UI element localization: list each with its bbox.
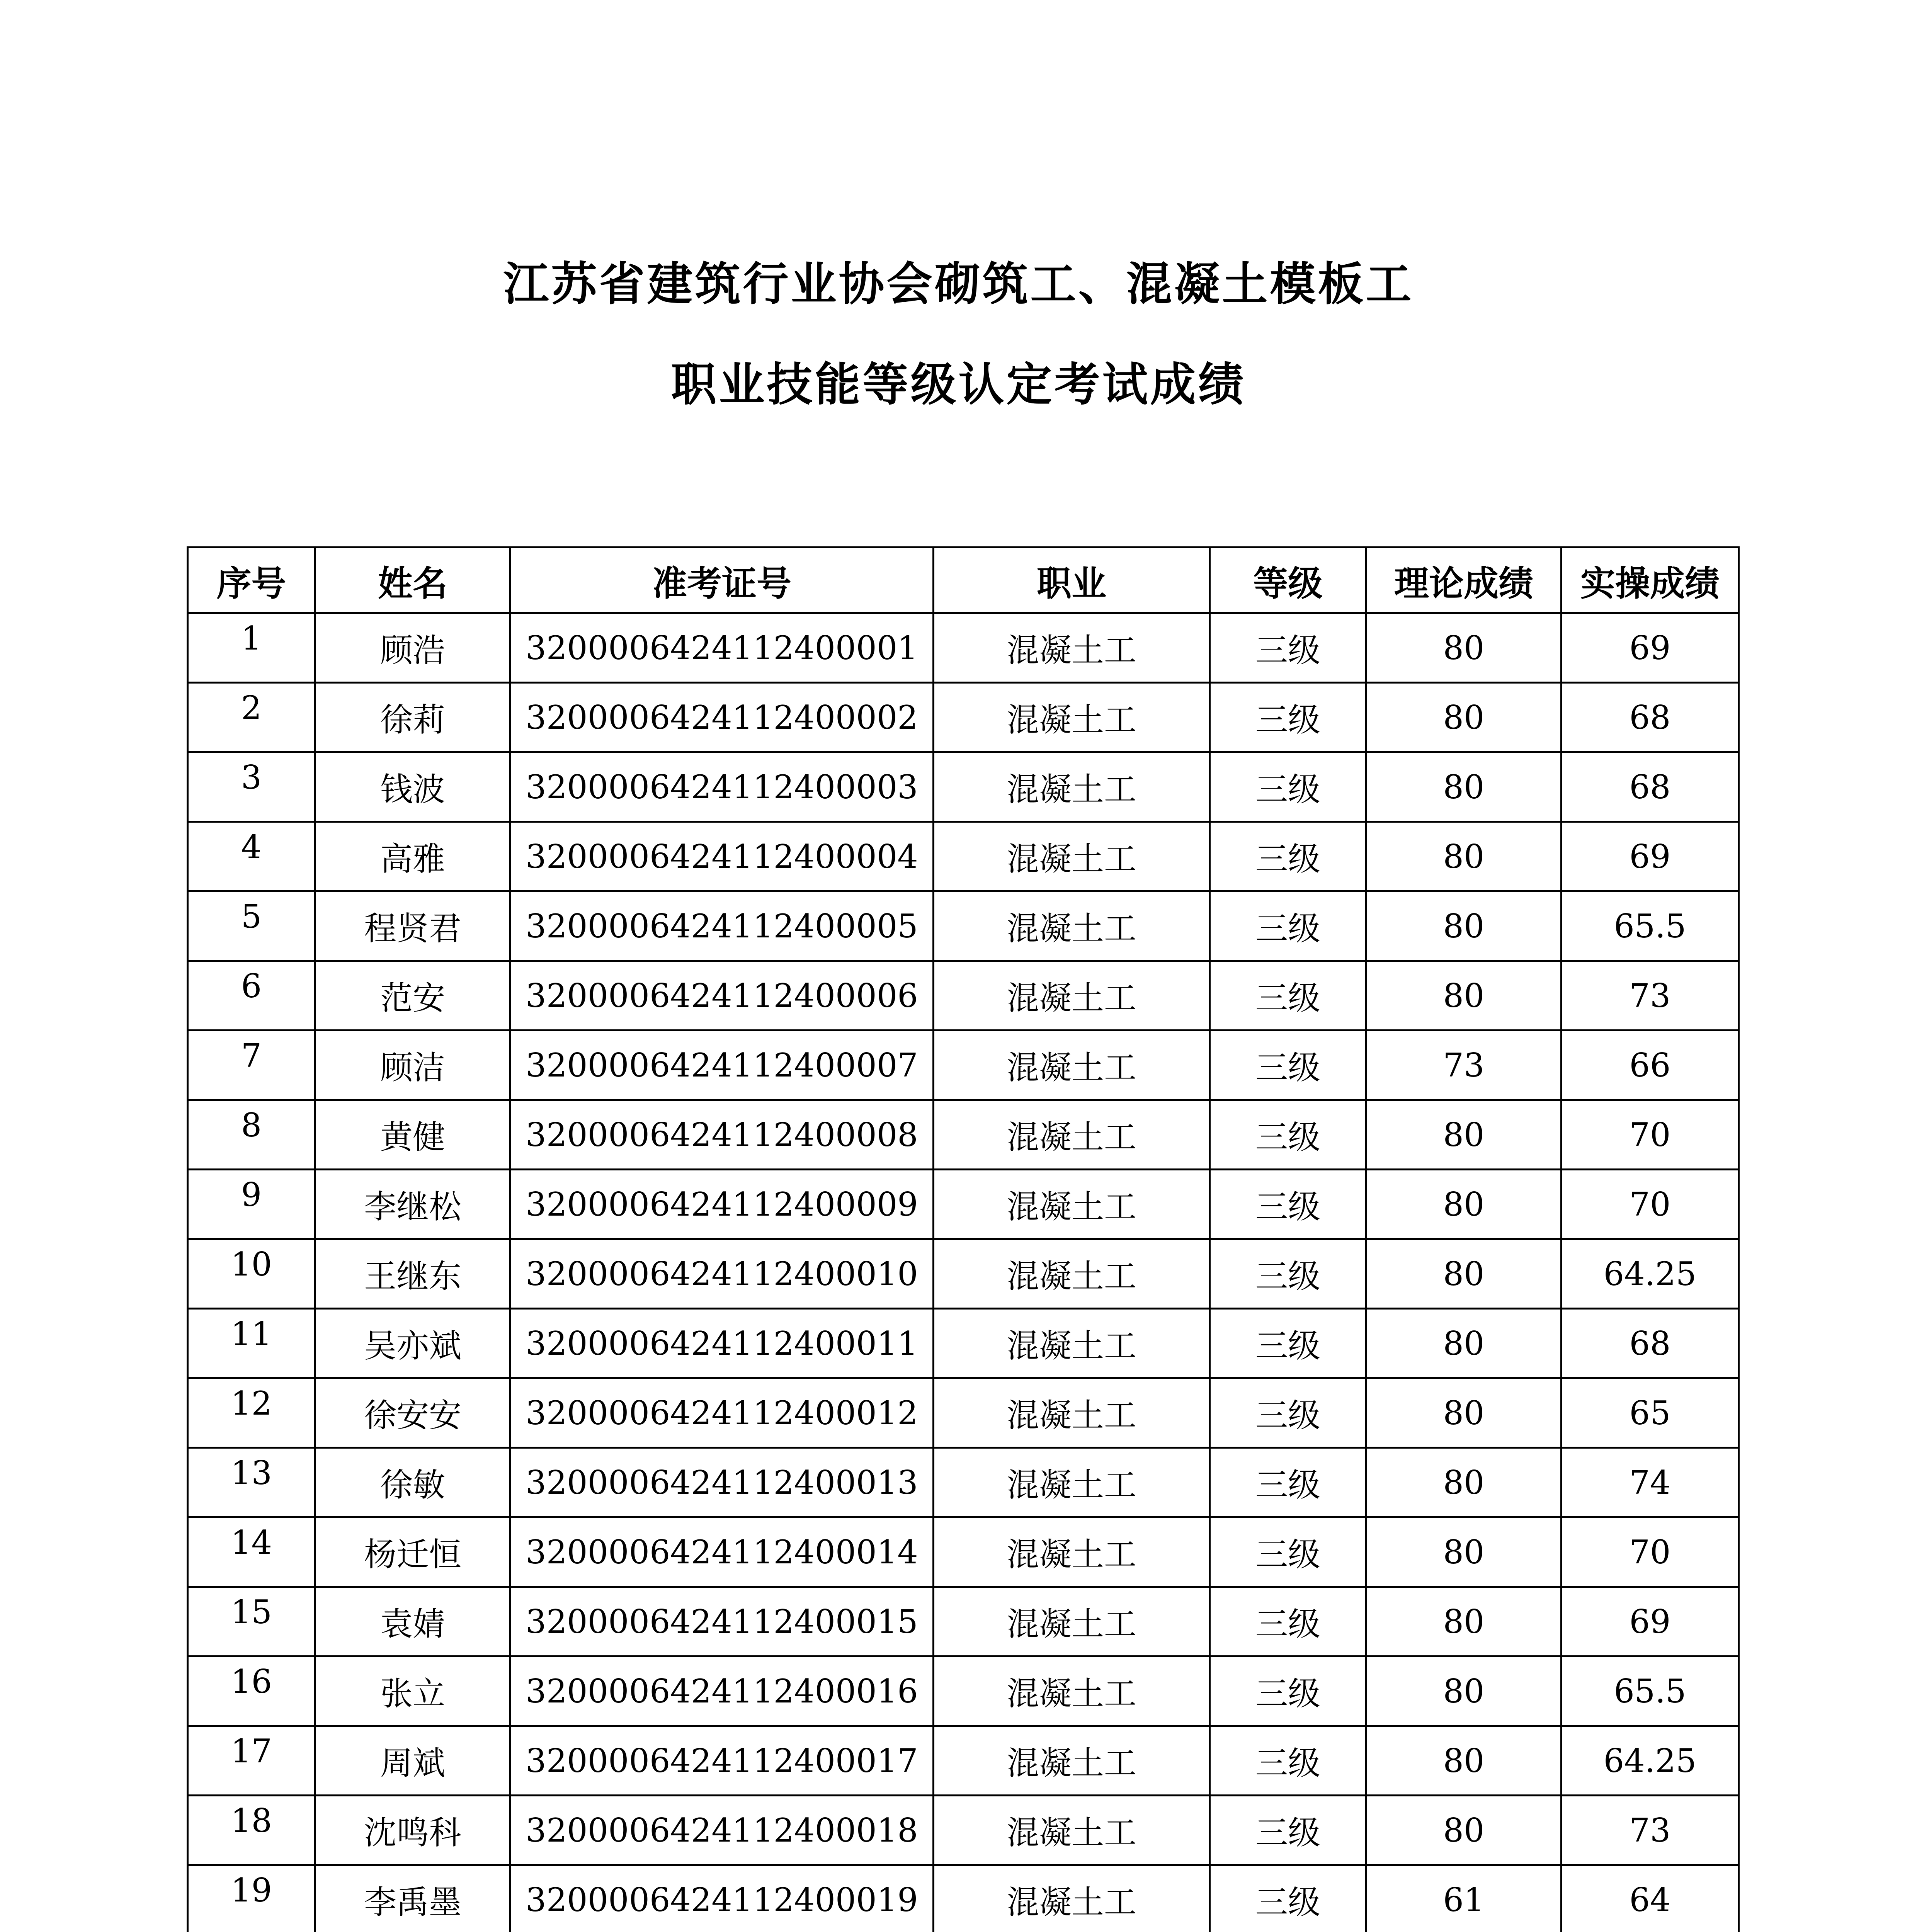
cell-name: 顾浩 <box>315 613 510 683</box>
table-row <box>188 1309 1739 1378</box>
cell-practical-score: 64 <box>1561 1865 1739 1932</box>
cell-name: 李继松 <box>315 1170 510 1239</box>
cell-theory-score: 80 <box>1366 1587 1561 1656</box>
table-row <box>188 891 1739 961</box>
cell-name: 沈鸣科 <box>315 1796 510 1865</box>
cell-practical-score: 68 <box>1561 1309 1739 1378</box>
cell-practical-score: 65 <box>1561 1378 1739 1448</box>
cell-name: 徐安安 <box>315 1378 510 1448</box>
cell-level: 三级 <box>1210 822 1366 891</box>
cell-ticket-number: 3200006424112400014 <box>510 1517 934 1587</box>
table-row <box>188 1100 1739 1170</box>
cell-level: 三级 <box>1210 1309 1366 1378</box>
cell-occupation: 混凝土工 <box>934 1796 1210 1865</box>
cell-ticket-number: 3200006424112400017 <box>510 1726 934 1796</box>
cell-name: 张立 <box>315 1656 510 1726</box>
cell-seq: 9 <box>188 1170 315 1239</box>
cell-occupation: 混凝土工 <box>934 1587 1210 1656</box>
cell-seq: 16 <box>188 1656 315 1726</box>
table-row <box>188 613 1739 683</box>
table-row <box>188 1378 1739 1448</box>
cell-theory-score: 80 <box>1366 1170 1561 1239</box>
cell-level: 三级 <box>1210 961 1366 1031</box>
cell-practical-score: 70 <box>1561 1517 1739 1587</box>
cell-name: 王继东 <box>315 1239 510 1309</box>
table-row <box>188 1239 1739 1309</box>
cell-level: 三级 <box>1210 1587 1366 1656</box>
cell-theory-score: 73 <box>1366 1031 1561 1100</box>
cell-occupation: 混凝土工 <box>934 752 1210 822</box>
cell-level: 三级 <box>1210 1448 1366 1517</box>
cell-level: 三级 <box>1210 1517 1366 1587</box>
cell-occupation: 混凝土工 <box>934 961 1210 1031</box>
cell-practical-score: 64.25 <box>1561 1239 1739 1309</box>
cell-practical-score: 70 <box>1561 1170 1739 1239</box>
cell-ticket-number: 3200006424112400008 <box>510 1100 934 1170</box>
table-row <box>188 1656 1739 1726</box>
header-level: 等级 <box>1210 548 1366 613</box>
cell-practical-score: 70 <box>1561 1100 1739 1170</box>
cell-occupation: 混凝土工 <box>934 1100 1210 1170</box>
cell-practical-score: 65.5 <box>1561 891 1739 961</box>
cell-name: 杨迁恒 <box>315 1517 510 1587</box>
cell-ticket-number: 3200006424112400002 <box>510 683 934 752</box>
cell-name: 黄健 <box>315 1100 510 1170</box>
table-row <box>188 752 1739 822</box>
header-practical-score: 实操成绩 <box>1561 548 1739 613</box>
header-name: 姓名 <box>315 548 510 613</box>
document-subtitle: 职业技能等级认定考试成绩 <box>671 358 1246 411</box>
cell-level: 三级 <box>1210 613 1366 683</box>
cell-level: 三级 <box>1210 1796 1366 1865</box>
cell-level: 三级 <box>1210 1100 1366 1170</box>
table-row <box>188 1517 1739 1587</box>
cell-theory-score: 80 <box>1366 891 1561 961</box>
table-row <box>188 1865 1739 1932</box>
cell-level: 三级 <box>1210 1865 1366 1932</box>
table-row <box>188 1448 1739 1517</box>
cell-occupation: 混凝土工 <box>934 1865 1210 1932</box>
cell-theory-score: 80 <box>1366 961 1561 1031</box>
table-row <box>188 1796 1739 1865</box>
score-table <box>187 546 1740 1932</box>
cell-seq: 11 <box>188 1309 315 1378</box>
cell-theory-score: 80 <box>1366 1448 1561 1517</box>
cell-level: 三级 <box>1210 1031 1366 1100</box>
table-header-row <box>188 548 1739 613</box>
cell-level: 三级 <box>1210 1378 1366 1448</box>
cell-practical-score: 69 <box>1561 1587 1739 1656</box>
cell-occupation: 混凝土工 <box>934 1170 1210 1239</box>
cell-seq: 2 <box>188 683 315 752</box>
cell-practical-score: 64.25 <box>1561 1726 1739 1796</box>
table-row <box>188 1170 1739 1239</box>
cell-name: 吴亦斌 <box>315 1309 510 1378</box>
cell-seq: 8 <box>188 1100 315 1170</box>
cell-theory-score: 61 <box>1366 1865 1561 1932</box>
cell-seq: 7 <box>188 1031 315 1100</box>
cell-practical-score: 66 <box>1561 1031 1739 1100</box>
cell-ticket-number: 3200006424112400015 <box>510 1587 934 1656</box>
cell-name: 程贤君 <box>315 891 510 961</box>
cell-seq: 12 <box>188 1378 315 1448</box>
cell-practical-score: 69 <box>1561 613 1739 683</box>
cell-seq: 18 <box>188 1796 315 1865</box>
cell-occupation: 混凝土工 <box>934 891 1210 961</box>
table-row <box>188 961 1739 1031</box>
cell-theory-score: 80 <box>1366 683 1561 752</box>
cell-name: 徐敏 <box>315 1448 510 1517</box>
cell-occupation: 混凝土工 <box>934 683 1210 752</box>
cell-ticket-number: 3200006424112400001 <box>510 613 934 683</box>
cell-practical-score: 68 <box>1561 683 1739 752</box>
cell-ticket-number: 3200006424112400012 <box>510 1378 934 1448</box>
cell-seq: 3 <box>188 752 315 822</box>
cell-occupation: 混凝土工 <box>934 1239 1210 1309</box>
cell-occupation: 混凝土工 <box>934 1031 1210 1100</box>
cell-ticket-number: 3200006424112400016 <box>510 1656 934 1726</box>
cell-practical-score: 73 <box>1561 961 1739 1031</box>
cell-seq: 10 <box>188 1239 315 1309</box>
cell-occupation: 混凝土工 <box>934 1517 1210 1587</box>
cell-seq: 1 <box>188 613 315 683</box>
cell-ticket-number: 3200006424112400003 <box>510 752 934 822</box>
cell-level: 三级 <box>1210 683 1366 752</box>
document-title: 江苏省建筑行业协会砌筑工、混凝土模板工 <box>503 257 1414 311</box>
cell-theory-score: 80 <box>1366 1309 1561 1378</box>
cell-theory-score: 80 <box>1366 822 1561 891</box>
cell-seq: 4 <box>188 822 315 891</box>
cell-name: 李禹墨 <box>315 1865 510 1932</box>
cell-theory-score: 80 <box>1366 1796 1561 1865</box>
cell-ticket-number: 3200006424112400013 <box>510 1448 934 1517</box>
cell-level: 三级 <box>1210 1239 1366 1309</box>
table-row <box>188 683 1739 752</box>
cell-theory-score: 80 <box>1366 1517 1561 1587</box>
cell-practical-score: 73 <box>1561 1796 1739 1865</box>
cell-practical-score: 69 <box>1561 822 1739 891</box>
header-theory-score: 理论成绩 <box>1366 548 1561 613</box>
cell-occupation: 混凝土工 <box>934 613 1210 683</box>
cell-ticket-number: 3200006424112400018 <box>510 1796 934 1865</box>
table-row <box>188 1587 1739 1656</box>
table-row <box>188 1031 1739 1100</box>
cell-occupation: 混凝土工 <box>934 1378 1210 1448</box>
header-seq: 序号 <box>188 548 315 613</box>
cell-name: 范安 <box>315 961 510 1031</box>
cell-theory-score: 80 <box>1366 1239 1561 1309</box>
cell-practical-score: 74 <box>1561 1448 1739 1517</box>
cell-practical-score: 65.5 <box>1561 1656 1739 1726</box>
table-row <box>188 822 1739 891</box>
header-occupation: 职业 <box>934 548 1210 613</box>
cell-seq: 13 <box>188 1448 315 1517</box>
cell-ticket-number: 3200006424112400007 <box>510 1031 934 1100</box>
cell-seq: 6 <box>188 961 315 1031</box>
cell-level: 三级 <box>1210 1726 1366 1796</box>
cell-level: 三级 <box>1210 752 1366 822</box>
cell-ticket-number: 3200006424112400011 <box>510 1309 934 1378</box>
cell-theory-score: 80 <box>1366 1726 1561 1796</box>
cell-ticket-number: 3200006424112400010 <box>510 1239 934 1309</box>
cell-theory-score: 80 <box>1366 752 1561 822</box>
cell-name: 袁婧 <box>315 1587 510 1656</box>
cell-ticket-number: 3200006424112400019 <box>510 1865 934 1932</box>
cell-ticket-number: 3200006424112400006 <box>510 961 934 1031</box>
cell-seq: 15 <box>188 1587 315 1656</box>
cell-name: 周斌 <box>315 1726 510 1796</box>
cell-ticket-number: 3200006424112400005 <box>510 891 934 961</box>
cell-ticket-number: 3200006424112400009 <box>510 1170 934 1239</box>
cell-theory-score: 80 <box>1366 1656 1561 1726</box>
cell-seq: 19 <box>188 1865 315 1932</box>
cell-name: 钱波 <box>315 752 510 822</box>
cell-practical-score: 68 <box>1561 752 1739 822</box>
cell-occupation: 混凝土工 <box>934 1726 1210 1796</box>
cell-occupation: 混凝土工 <box>934 1448 1210 1517</box>
cell-occupation: 混凝土工 <box>934 1656 1210 1726</box>
table-row <box>188 1726 1739 1796</box>
cell-name: 徐莉 <box>315 683 510 752</box>
cell-theory-score: 80 <box>1366 1378 1561 1448</box>
header-ticket-number: 准考证号 <box>510 548 934 613</box>
cell-ticket-number: 3200006424112400004 <box>510 822 934 891</box>
cell-theory-score: 80 <box>1366 613 1561 683</box>
cell-theory-score: 80 <box>1366 1100 1561 1170</box>
cell-seq: 17 <box>188 1726 315 1796</box>
cell-name: 顾洁 <box>315 1031 510 1100</box>
cell-occupation: 混凝土工 <box>934 822 1210 891</box>
cell-level: 三级 <box>1210 891 1366 961</box>
cell-seq: 14 <box>188 1517 315 1587</box>
cell-level: 三级 <box>1210 1170 1366 1239</box>
cell-name: 高雅 <box>315 822 510 891</box>
cell-level: 三级 <box>1210 1656 1366 1726</box>
cell-seq: 5 <box>188 891 315 961</box>
cell-occupation: 混凝土工 <box>934 1309 1210 1378</box>
